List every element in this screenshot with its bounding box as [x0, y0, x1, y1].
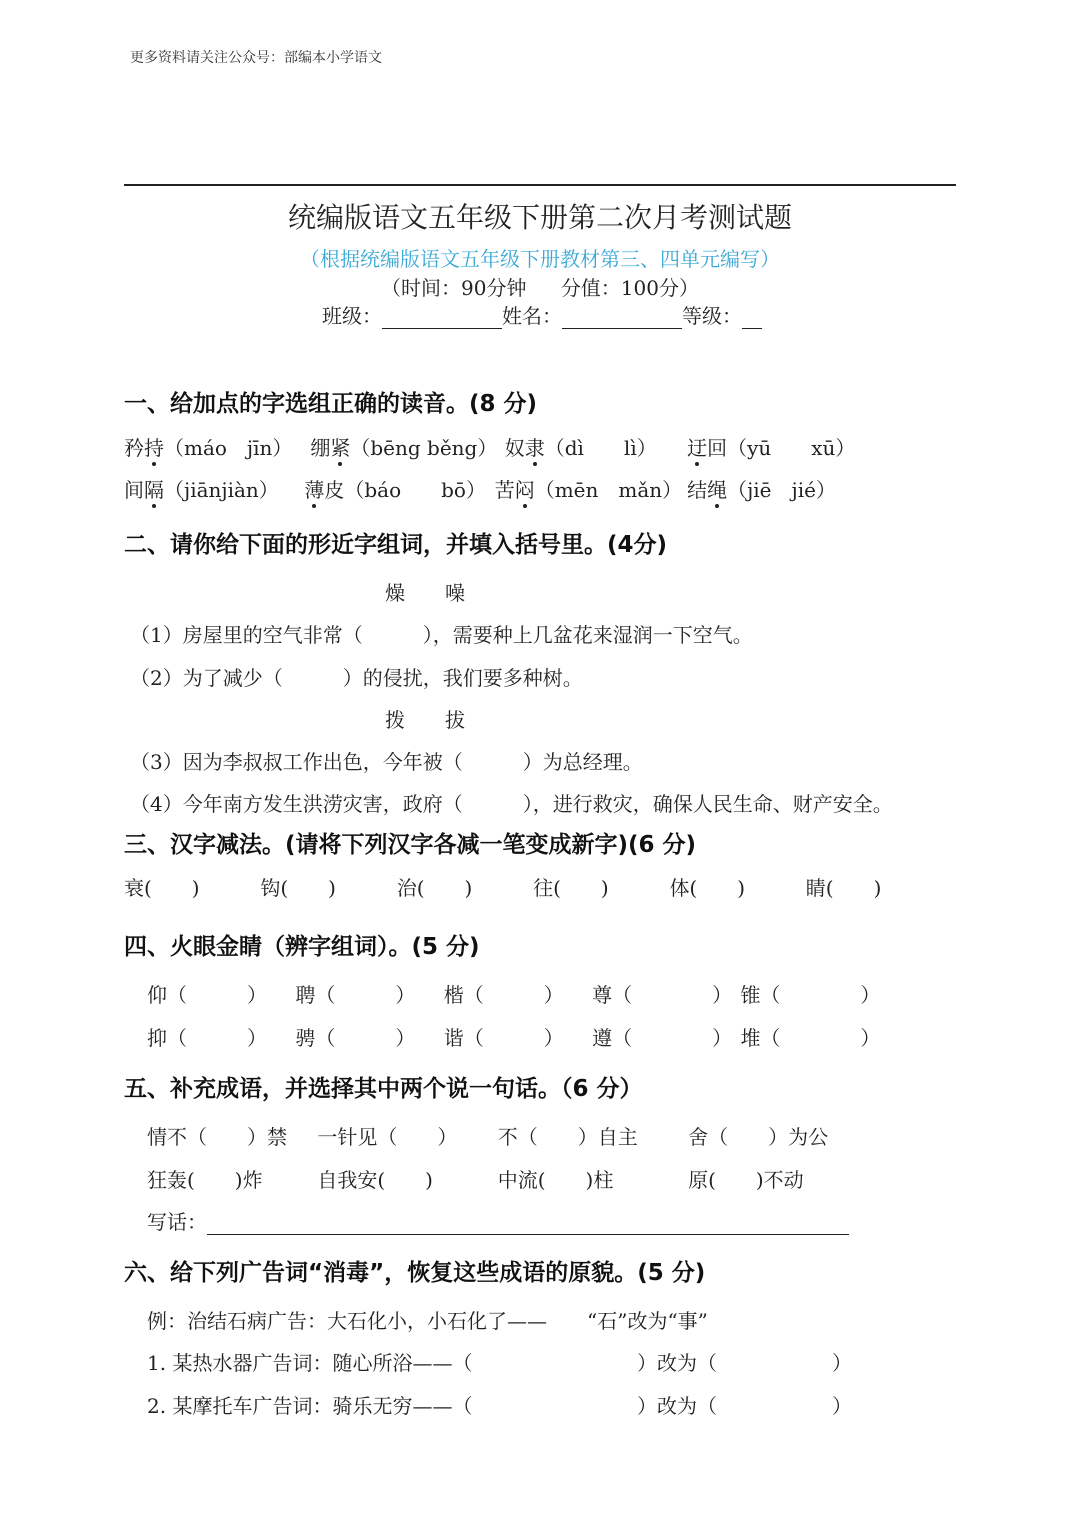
- s5-item: 不（ ）自主: [497, 1125, 638, 1149]
- s5-row1: [147, 1121, 828, 1150]
- s1-item: 结绳（jiē jié）: [687, 478, 836, 502]
- s5-item: 一针见（ ）: [317, 1125, 458, 1149]
- s1-item: 绷紧（bēng běng）: [310, 436, 498, 460]
- s5-row2: [147, 1164, 804, 1193]
- top-rule: [124, 184, 956, 186]
- s2-q2: （2）为了减少（ ）的侵扰，我们要多种树。: [130, 666, 583, 690]
- name-blank[interactable]: [562, 308, 682, 329]
- s5-item: 情不（ ）禁: [147, 1125, 287, 1149]
- s6-q1: 1. 某热水器广告词：随心所浴——（ ）改为（ ）: [147, 1351, 852, 1375]
- name-label: 姓名：: [502, 304, 562, 328]
- s3-item: 体( ): [669, 876, 746, 900]
- s4-item: 楷（ ）: [443, 983, 564, 1007]
- s1-row2: [124, 474, 836, 503]
- s3-item: 往( ): [533, 876, 609, 900]
- s4-row2: [147, 1022, 880, 1051]
- class-blank[interactable]: [382, 308, 502, 329]
- s3-item: 衰( ): [124, 876, 200, 900]
- grade-label: 等级：: [682, 304, 742, 328]
- student-id-row: [322, 300, 762, 329]
- s4-item: 聘（ ）: [295, 983, 416, 1007]
- page-title: 统编版语文五年级下册第二次月考测试题: [287, 201, 792, 234]
- s4-item: 堆（ ）: [740, 1026, 881, 1050]
- s3-row: [124, 872, 881, 901]
- section-5-heading: 五、补充成语，并选择其中两个说一句话。（6 分）: [124, 1076, 643, 1102]
- exam-score: 分值：100分）: [560, 276, 699, 300]
- grade-blank[interactable]: [742, 308, 762, 329]
- s2-q4: （4）今年南方发生洪涝灾害，政府（ ），进行救灾，确保人民生命、财产安全。: [130, 792, 893, 816]
- s4-item: 抑（ ）: [147, 1026, 267, 1050]
- exam-info: [0, 272, 1080, 301]
- s1-item: 矜持（máo jīn）: [124, 436, 293, 460]
- s2-q3: （3）因为李叔叔工作出色，今年被（ ）为总经理。: [130, 750, 643, 774]
- s1-item: 苦闷（mēn mǎn）: [494, 478, 683, 502]
- s3-item: 治( ): [396, 876, 473, 900]
- s1-item: 奴隶（dì lì）: [504, 436, 657, 460]
- s4-item: 尊（ ）: [592, 983, 733, 1007]
- s4-row1: [147, 979, 880, 1008]
- s3-item: 睛( ): [805, 876, 882, 900]
- s4-item: 锥（ ）: [740, 983, 881, 1007]
- s5-write-row: [147, 1206, 849, 1235]
- s5-item: 原( )不动: [688, 1168, 804, 1192]
- s2-q1: （1）房屋里的空气非常（ ），需要种上几盆花来湿润一下空气。: [130, 623, 753, 647]
- section-6-heading: 六、给下列广告词“消毒”，恢复这些成语的原貌。(5 分): [124, 1260, 706, 1286]
- s6-example: 例：治结石病广告：大石化小，小石化了—— “石”改为“事”: [147, 1309, 708, 1333]
- exam-time: （时间：90分钟: [381, 276, 527, 300]
- s1-item: 间隔（jiānjiàn）: [124, 478, 279, 502]
- s1-row1: [124, 432, 855, 461]
- class-label: 班级：: [322, 304, 382, 328]
- section-1-heading: 一、给加点的字选组正确的读音。(8 分): [124, 391, 538, 417]
- page-subtitle: （根据统编版语文五年级下册教材第三、四单元编写）: [300, 247, 780, 271]
- s2-char-pair-1: 燥 噪: [385, 581, 465, 605]
- s5-item: 狂轰( )炸: [147, 1168, 263, 1192]
- s1-item: 薄皮（báo bō）: [304, 478, 486, 502]
- section-4-heading: 四、火眼金睛（辨字组词）。(5 分): [124, 934, 480, 960]
- s3-item: 钩( ): [260, 876, 336, 900]
- s5-item: 舍（ ）为公: [688, 1125, 829, 1149]
- s5-item: 中流( )柱: [497, 1168, 614, 1192]
- write-blank[interactable]: [207, 1212, 849, 1235]
- header-note: 更多资料请关注公众号：部编本小学语文: [130, 50, 382, 66]
- section-2-heading: 二、请你给下面的形近字组词，并填入括号里。(4分): [124, 532, 668, 558]
- s6-q2: 2. 某摩托车广告词：骑乐无穷——（ ）改为（ ）: [147, 1394, 852, 1418]
- s4-item: 仰（ ）: [147, 983, 267, 1007]
- section-3-heading: 三、汉字减法。(请将下列汉字各减一笔变成新字)(6 分): [124, 832, 697, 858]
- s4-item: 骋（ ）: [295, 1026, 416, 1050]
- s2-char-pair-2: 拨 拔: [385, 708, 465, 732]
- s1-item: 迂回（yū xū）: [687, 436, 856, 460]
- s4-item: 遵（ ）: [592, 1026, 733, 1050]
- s4-item: 谐（ ）: [443, 1026, 564, 1050]
- write-label: 写话：: [147, 1210, 207, 1234]
- s5-item: 自我安( ): [317, 1168, 433, 1192]
